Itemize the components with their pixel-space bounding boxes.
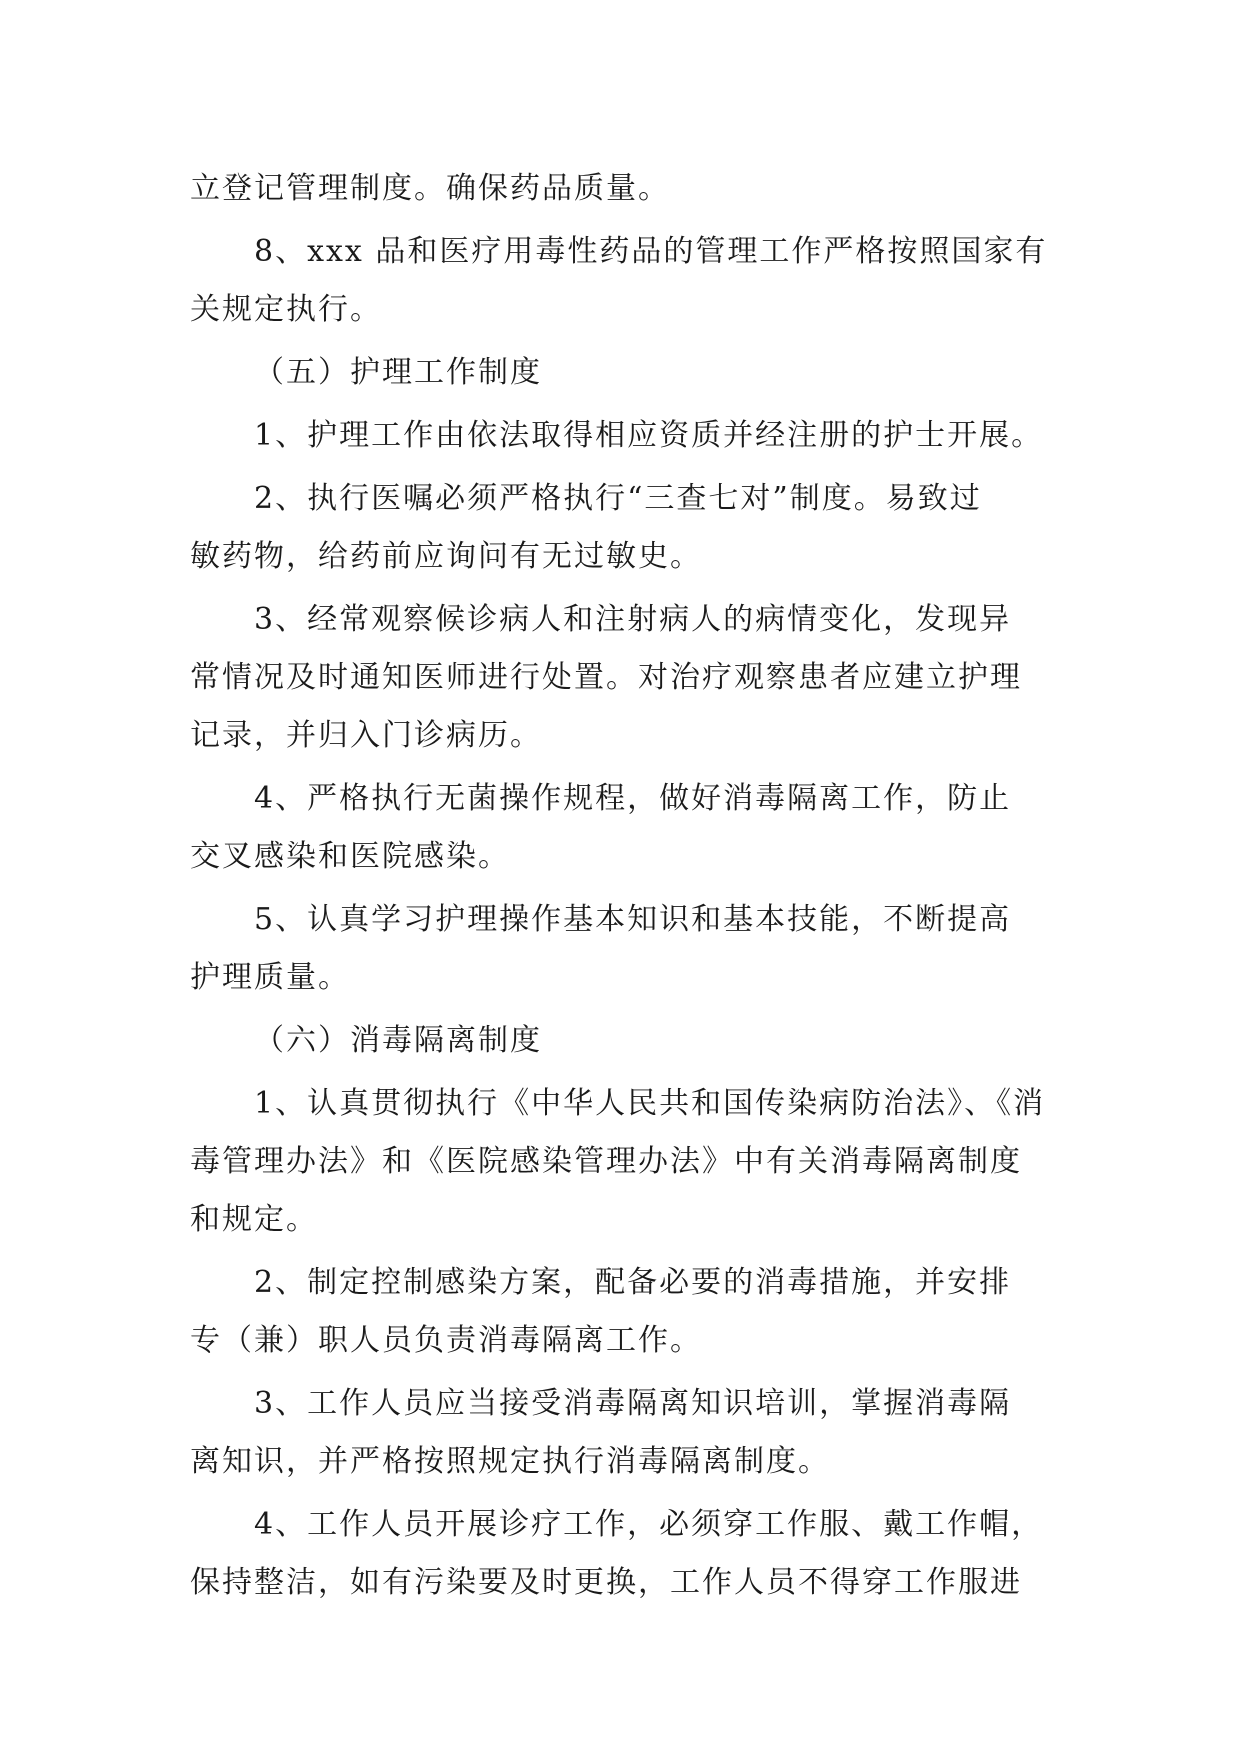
text-line: 交叉感染和医院感染。 xyxy=(190,839,510,874)
text-line: 立登记管理制度。确保药品质量。 xyxy=(190,171,670,206)
text-line: 4、工作人员开展诊疗工作，必须穿工作服、戴工作帽， xyxy=(254,1507,1044,1542)
text-line: 3、经常观察候诊病人和注射病人的病情变化，发现异 xyxy=(254,602,1012,637)
paragraph-disinfection-1 xyxy=(190,1075,1058,1249)
text-line: 8、xxx 品和医疗用毒性药品的管理工作严格按照国家有 xyxy=(254,234,1048,269)
text-line: 护理质量。 xyxy=(190,960,350,995)
paragraph-nursing-1 xyxy=(190,407,1058,465)
section-heading-nursing xyxy=(190,344,1058,402)
paragraph-nursing-5 xyxy=(190,891,1058,1007)
text-line: 3、工作人员应当接受消毒隔离知识培训，掌握消毒隔 xyxy=(254,1386,1012,1421)
text-line: 记录，并归入门诊病历。 xyxy=(190,718,542,753)
paragraph-nursing-3 xyxy=(190,591,1058,765)
paragraph-disinfection-2 xyxy=(190,1254,1058,1370)
text-line: 敏药物，给药前应询问有无过敏史。 xyxy=(190,539,702,574)
text-line: 1、认真贯彻执行《中华人民共和国传染病防治法》、《消 xyxy=(254,1086,1046,1121)
paragraph-disinfection-4 xyxy=(190,1496,1058,1612)
paragraph-nursing-2 xyxy=(190,470,1058,586)
text-line: 5、认真学习护理操作基本知识和基本技能，不断提高 xyxy=(254,902,1012,937)
document-body xyxy=(190,160,1058,1617)
paragraph-item-8 xyxy=(190,223,1058,339)
text-line: 2、制定控制感染方案，配备必要的消毒措施，并安排 xyxy=(254,1265,1012,1300)
text-line: 毒管理办法》和《医院感染管理办法》中有关消毒隔离制度 xyxy=(190,1144,1022,1179)
text-line: 专（兼）职人员负责消毒隔离工作。 xyxy=(190,1323,702,1358)
paragraph-nursing-4 xyxy=(190,770,1058,886)
text-line: 1、护理工作由依法取得相应资质并经注册的护士开展。 xyxy=(254,418,1044,453)
paragraph-disinfection-3 xyxy=(190,1375,1058,1491)
text-line: 常情况及时通知医师进行处置。对治疗观察患者应建立护理 xyxy=(190,660,1022,695)
text-line: 离知识，并严格按照规定执行消毒隔离制度。 xyxy=(190,1444,830,1479)
text-line: 关规定执行。 xyxy=(190,292,382,327)
heading-text: （六）消毒隔离制度 xyxy=(254,1023,542,1058)
text-line: 2、执行医嘱必须严格执行“三查七对”制度。易致过 xyxy=(254,481,982,516)
text-line: 4、严格执行无菌操作规程，做好消毒隔离工作，防止 xyxy=(254,781,1012,816)
paragraph-continuation xyxy=(190,160,1058,218)
text-line: 保持整洁，如有污染要及时更换，工作人员不得穿工作服进 xyxy=(190,1565,1022,1600)
heading-text: （五）护理工作制度 xyxy=(254,355,542,390)
section-heading-disinfection xyxy=(190,1012,1058,1070)
text-line: 和规定。 xyxy=(190,1202,318,1237)
